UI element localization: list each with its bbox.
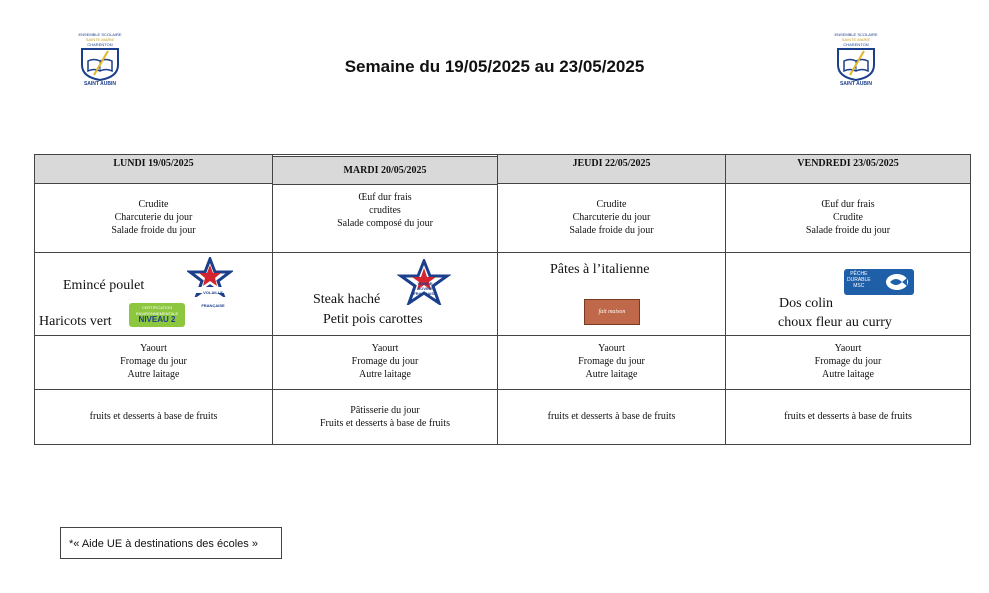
starter-cell: Crudite Charcuterie du jour Salade froide du jour	[498, 184, 725, 253]
logo-school-caption: SAINT AUBIN	[83, 81, 117, 87]
fish-icon	[884, 272, 910, 292]
main-dish-cell	[726, 253, 970, 336]
day-column-thursday	[498, 155, 726, 444]
dessert-cell: Pâtisserie du jour Fruits et desserts à base de fruits	[320, 405, 450, 429]
main-dish-line: Petit pois carottes	[323, 312, 423, 327]
main-dish-line: Steak haché	[313, 292, 381, 307]
starter-cell: Crudite Charcuterie du jour Salade froide du jour	[35, 184, 272, 253]
day-header: MARDI 20/05/2025	[273, 156, 497, 185]
main-dish-line: choux fleur au curry	[778, 315, 892, 330]
menu-table	[34, 154, 971, 445]
main-dish-line: Pâtes à l’italienne	[550, 262, 650, 277]
day-column-friday	[726, 155, 970, 444]
main-dish-line: Dos colin	[779, 296, 834, 311]
dairy-cell: Yaourt Fromage du jour Autre laitage	[273, 336, 497, 390]
day-header: JEUDI 22/05/2025	[498, 155, 725, 184]
starter-cell: Œuf dur frais Crudite Salade froide du jour	[726, 184, 970, 253]
dessert-cell: fruits et desserts à base de fruits	[547, 411, 676, 422]
dairy-cell: Yaourt Fromage du jour Autre laitage	[35, 336, 272, 390]
main-dish-cell	[273, 253, 497, 336]
day-header: LUNDI 19/05/2025	[35, 155, 272, 184]
main-dish-cell	[35, 253, 272, 336]
logo-org-line: CHARENTON	[87, 42, 113, 47]
main-dish-line: Haricots vert	[39, 314, 112, 329]
msc-peche-durable-icon: PÊCHE DURABLE MSC	[844, 269, 914, 295]
logo-org-line: CHARENTON	[843, 42, 869, 47]
logo-org-line: ENSEMBLE SCOLAIRE	[834, 32, 878, 37]
page-title: Semaine du 19/05/2025 au 23/05/2025	[344, 57, 645, 76]
badge-caption: VOLAILLE FRANÇAISE	[201, 290, 225, 308]
starter-cell: Œuf dur frais crudites Salade composé du jour	[273, 184, 497, 253]
logo-org-line: ENSEMBLE SCOLAIRE	[78, 32, 122, 37]
day-column-tuesday	[273, 155, 498, 444]
dessert-cell: fruits et desserts à base de fruits	[89, 411, 218, 422]
day-column-monday	[35, 155, 273, 444]
fait-maison-icon: fait maison	[584, 299, 640, 325]
dessert-cell: fruits et desserts à base de fruits	[784, 411, 912, 422]
footnote-box: *« Aide UE à destinations des écoles »	[60, 527, 282, 559]
logo-school-caption: SAINT AUBIN	[839, 81, 873, 87]
main-dish-cell	[498, 253, 725, 336]
dairy-cell: Yaourt Fromage du jour Autre laitage	[498, 336, 725, 390]
hve-certification-icon: CERTIFICATION ENVIRONNEMENTALE NIVEAU 2	[129, 303, 185, 327]
day-header: VENDREDI 23/05/2025	[726, 155, 970, 184]
main-dish-line: Emincé poulet	[63, 278, 145, 293]
logo-org-line: SAINTE-MARIE	[841, 37, 871, 42]
badge-caption: VIANDE BOVINE FRANÇAISE	[413, 281, 437, 296]
logo-org-line: SAINTE-MARIE	[85, 37, 115, 42]
dairy-cell: Yaourt Fromage du jour Autre laitage	[726, 336, 970, 390]
